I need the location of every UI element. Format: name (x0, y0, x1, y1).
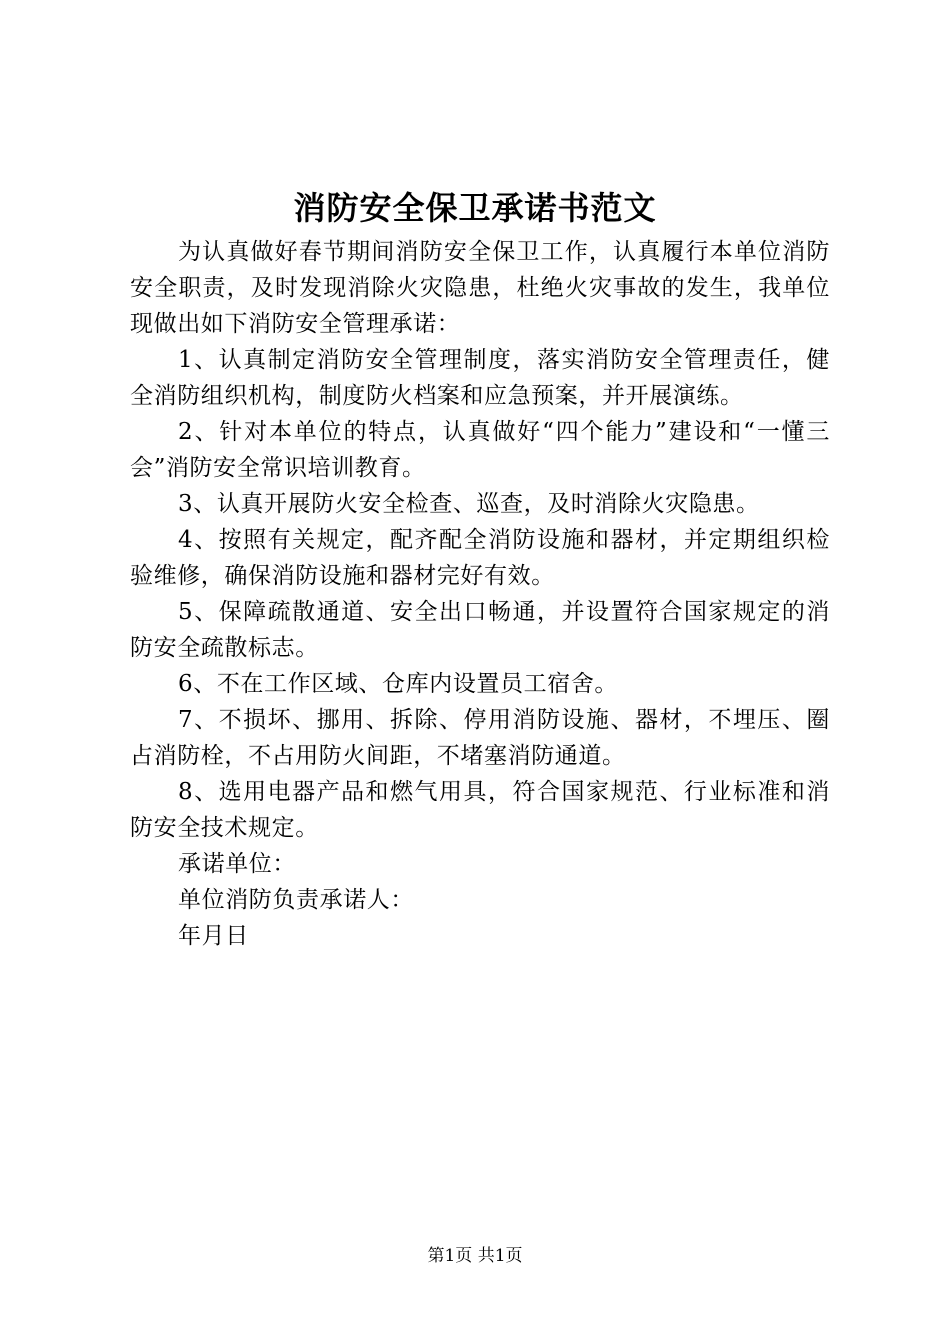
commitment-item-4: 4、按照有关规定，配齐配全消防设施和器材，并定期组织检验维修，确保消防设施和器材完好有效。 (130, 527, 830, 589)
commitment-item-8: 8、选用电器产品和燃气用具，符合国家规范、行业标准和消防安全技术规定。 (130, 779, 830, 841)
commitment-item-6: 6、不在工作区域、仓库内设置员工宿舍。 (178, 671, 619, 697)
commitment-item-2: 2、针对本单位的特点，认真做好“四个能力”建设和“一懂三会”消防安全常识培训教育。 (130, 419, 830, 481)
commitment-item-1: 1、认真制定消防安全管理制度，落实消防安全管理责任，健全消防组织机构，制度防火档案和应急预案，并开展演练。 (130, 347, 830, 409)
page-footer: 第1页 共1页 (427, 1246, 523, 1266)
document-body (130, 234, 830, 954)
commitment-item-3: 3、认真开展防火安全检查、巡查，及时消除火灾隐患。 (178, 491, 760, 517)
signature-date-label: 年月日 (178, 923, 249, 949)
commitment-item-5: 5、保障疏散通道、安全出口畅通，并设置符合国家规定的消防安全疏散标志。 (130, 599, 830, 661)
signature-unit-label: 承诺单位： (178, 851, 296, 877)
document-title: 消防安全保卫承诺书范文 (293, 189, 657, 227)
signature-person-label: 单位消防负责承诺人： (178, 887, 414, 913)
intro-paragraph: 为认真做好春节期间消防安全保卫工作，认真履行本单位消防安全职责，及时发现消除火灾隐患，杜绝火灾事故的发生，我单位现做出如下消防安全管理承诺： (130, 239, 830, 337)
commitment-item-7: 7、不损坏、挪用、拆除、停用消防设施、器材，不埋压、圈占消防栓，不占用防火间距，不堵塞消防通道。 (130, 707, 830, 769)
